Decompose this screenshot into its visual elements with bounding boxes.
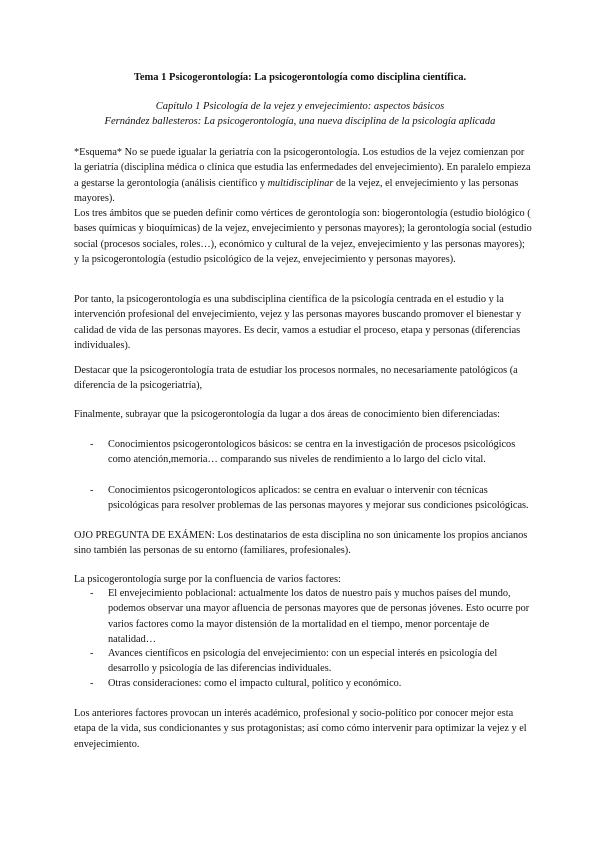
ojo-paragraph: OJO PREGUNTA DE EXÁMEN: Los destinatarios de esta disciplina no son únicamente los propios ancianos sino también las personas de su entorno (familiares, profesionales). (74, 530, 528, 557)
bullet-dash: - (90, 485, 94, 496)
destacar-paragraph: Destacar que la psicogerontología trata de estudiar los procesos normales, no necesariamente patológicos (a diferencia de la psicogeriatría), (74, 365, 518, 392)
list-item-text: El envejecimiento poblacional: actualmente los datos de nuestro país y muchos países del mundo, podemos observar una mayor afluencia de personas mayores que de personas jóvenes. Esto ocurre por varios factores como la mayor distensión de la mortalidad en el tiempo, menor porcentaje de natalidad… (108, 588, 530, 646)
ambitos-paragraph: Los tres ámbitos que se pueden definir como vértices de gerontología son: biogerontología (estudio biológico ( bases químicas y bioquímicas) de la vejez, envejecimiento y personas mayores); la gerontología social (estudio social (procesos sociales, roles…), económico y cultural de la vejez, envejecimiento y las personas mayores); y la psicogerontología (estudio psicológico de la vejez, envejecimiento y personas mayores). (74, 208, 532, 266)
esquema-italic-word: multidisciplinar (267, 177, 334, 189)
list-item-text: Conocimientos psicogerontologicos aplicados: se centra en evaluar o intervenir con técnicas psicológicas para resolver problemas de las personas mayores y mejorar sus condiciones psicológicas. (108, 485, 529, 512)
author-subtitle: Fernández ballesteros: La psicogerontología, una nueva disciplina de la psicología aplicada (104, 116, 496, 127)
conclusion-paragraph: Los anteriores factores provocan un interés académico, profesional y socio-político por conocer mejor esta etapa de la vida, sus condicionantes y sus protagonistas; así como cómo intervenir para optimizar la vejez y el envejecimiento. (74, 708, 527, 750)
bullet-dash: - (90, 648, 94, 659)
chapter-subtitle: Capítulo 1 Psicología de la vejez y envejecimiento: aspectos básicos (155, 101, 445, 112)
bullet-dash: - (90, 588, 94, 599)
surge-paragraph: La psicogerontología surge por la confluencia de varios factores: (74, 574, 341, 585)
portanto-paragraph: Por tanto, la psicogerontología es una subdisciplina científica de la psicología centrada en el estudio y la intervención profesional del envejecimiento, vejez y las personas mayores buscando promover el bienestar y calidad de vida de las personas mayores. Es decir, vamos a estudiar el proceso, etapa y personas (diferencias individuales). (74, 294, 522, 352)
list-item-text: Avances científicos en psicología del envejecimiento: con un especial interés en psicología del desarrollo y psicología de las diferencias individuales. (108, 648, 498, 675)
bullet-dash: - (90, 678, 94, 689)
finalmente-paragraph: Finalmente, subrayar que la psicogerontología da lugar a dos áreas de conocimiento bien diferenciadas: (74, 409, 501, 420)
esquema-text-start: *Esquema* No se puede igualar la geriatría con la psicogerontología. Los estudios de la vejez comienzan por la geriatría (disciplina médica o clínica que estudia las enfermedades del envejecimiento). En paralelo empieza a gestarse la gerontología (análisis científico y (74, 147, 531, 189)
list-item-text: Otras consideraciones: como el impacto cultural, político y económico. (108, 678, 402, 689)
document-title: Tema 1 Psicogerontología: La psicogerontología como disciplina científica. (133, 72, 467, 83)
list-item-text: Conocimientos psicogerontologicos básicos: se centra en la investigación de procesos psicológicos como atención,memoria… comparando sus niveles de rendimiento a lo largo del ciclo vital. (108, 439, 516, 466)
bullet-dash: - (90, 439, 94, 450)
esquema-text-end: de la vejez, el envejecimiento y las personas mayores). (74, 177, 519, 205)
esquema-paragraph (74, 145, 532, 207)
